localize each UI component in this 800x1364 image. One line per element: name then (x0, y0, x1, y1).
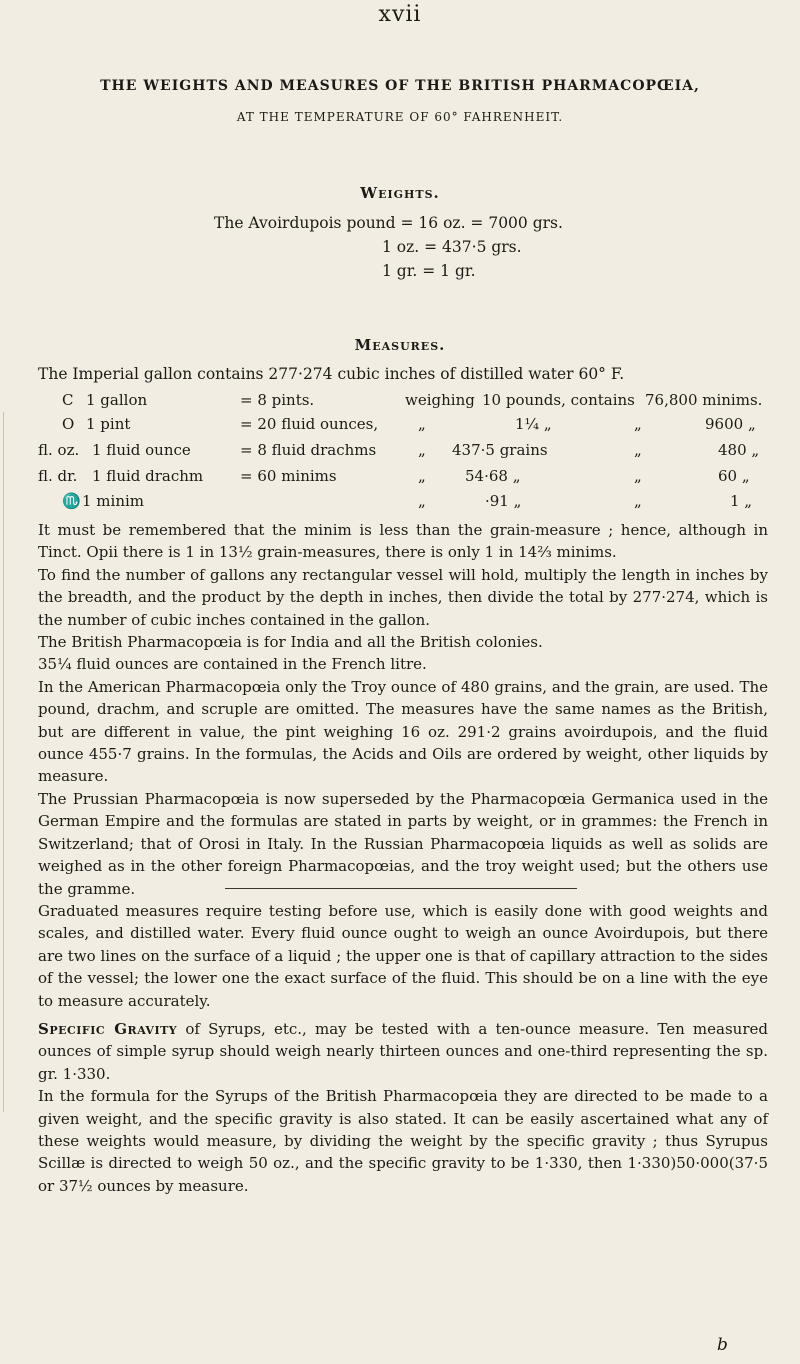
measure-weight: 1¼ „ (515, 415, 552, 433)
measure-ditto: „ (418, 492, 426, 510)
measure-ditto: „ (418, 415, 426, 433)
measure-symbol: O (62, 415, 75, 433)
measure-weight: 437·5 grains (452, 441, 548, 459)
measure-equivalent: = 8 pints. (240, 391, 315, 409)
measure-ditto: „ (418, 467, 426, 485)
measures-intro: The Imperial gallon contains 277·274 cubic inches of distilled water 60° F. (38, 365, 625, 383)
measure-symbol: fl. dr. (38, 467, 78, 485)
measure-minims: 9600 „ (705, 415, 756, 433)
margin-shadow (3, 412, 4, 1112)
measure-minims: 60 „ (718, 467, 750, 485)
weights-line-pound: The Avoirdupois pound = 16 oz. = 7000 grs. (214, 214, 563, 232)
signature-mark: b (717, 1335, 728, 1355)
measure-ditto: „ (634, 415, 642, 433)
specific-gravity-text: of Syrups, etc., may be tested with a ten-ounce measure. Ten measured ounces of simple syrup should weigh nearly thirteen ounces and one-third representing the sp. gr. 1·330. (38, 1020, 768, 1083)
measure-equivalent: = 60 minims (240, 467, 337, 485)
paragraph-litre: 35¼ fluid ounces are contained in the French litre. (38, 655, 427, 674)
measure-minims: 480 „ (718, 441, 760, 459)
paragraph-graduated: Graduated measures require testing before use, which is easily done with good weights and scales, and distilled water. Every fluid ounce ought to weigh an ounce Avoirdupois, but there are two lines on the surface of a liquid ; the upper one is that of capillary attraction to the sides of the vessel; the lower one the exact surface of the fluid. This should be on a line with the eye to measure accurately. (38, 901, 768, 1010)
paragraph-minim: It must be remembered that the minim is less than the grain-measure ; hence, although in Tinct. Opii there is 1 in 13½ grain-measures, there is only 1 in 14⅔ minims. (38, 521, 768, 562)
measure-name: 1 pint (86, 415, 131, 433)
measure-symbol: C (62, 391, 74, 409)
page-subtitle: AT THE TEMPERATURE OF 60° FAHRENHEIT. (236, 110, 564, 124)
measures-heading: Measures. (354, 336, 446, 354)
body-text (38, 519, 768, 1012)
measure-weight: 10 pounds, contains (482, 391, 635, 409)
syrups-paragraph: In the formula for the Syrups of the British Pharmacopœia they are directed to be made to a given weight, and the specific gravity is also stated. It can be easily ascertained what any of these weights would measure, by dividing the weight by the specific gravity ; thus Syrupus Scillæ is directed to weigh 50 oz., and the specific gravity to be 1·330, then 1·330)50·000(37·5 or 37½ ounces by measure. (38, 1087, 768, 1195)
measure-symbol: fl. oz. (38, 441, 80, 459)
measure-minims: 76,800 minims. (645, 391, 763, 409)
measure-symbol: ♏ (62, 492, 81, 510)
weights-line-grain: 1 gr. = 1 gr. (382, 262, 476, 280)
specific-gravity-heading: Specific Gravity (38, 1020, 178, 1038)
measure-name: 1 fluid drachm (92, 467, 204, 485)
measure-name: 1 minim (82, 492, 145, 510)
measure-ditto: „ (634, 492, 642, 510)
measure-weighing: weighing (405, 391, 475, 409)
measure-weight: 54·68 „ (465, 467, 521, 485)
measure-equivalent: = 20 fluid ounces, (240, 415, 379, 433)
weights-heading: Weights. (360, 184, 440, 202)
measure-name: 1 gallon (86, 391, 148, 409)
measure-minims: 1 „ (730, 492, 753, 510)
paragraph-colonies: The British Pharmacopœia is for India and all the British colonies. (38, 633, 543, 652)
measure-weight: ·91 „ (485, 492, 522, 510)
section-divider (225, 888, 577, 889)
paragraph-prussian: The Prussian Pharmacopœia is now superseded by the Pharmacopœia Germanica used in the German Empire and the formulas are stated in parts by weight, or in grammes: the French in Switzerland; that of Orosi in Italy. In the Russian Pharmacopœia liquids as well as solids are weighed as in the other foreign Pharmacopœias, and the troy weight used; but the others use the gramme. (38, 789, 768, 898)
measure-ditto: „ (634, 441, 642, 459)
weights-line-ounce: 1 oz. = 437·5 grs. (382, 238, 522, 256)
specific-gravity-section (38, 1018, 768, 1197)
measure-ditto: „ (634, 467, 642, 485)
paragraph-gallons: To find the number of gallons any rectangular vessel will hold, multiply the length in inches by the breadth, and the product by the depth in inches, then divide the total by 277·274, which is the number of cubic inches contained in the gallon. (38, 565, 768, 629)
specific-gravity-paragraph (38, 1018, 768, 1085)
page-title: THE WEIGHTS AND MEASURES OF THE BRITISH PHARMACOPŒIA, (100, 78, 700, 94)
measure-equivalent: = 8 fluid drachms (240, 441, 377, 459)
paragraph-american: In the American Pharmacopœia only the Troy ounce of 480 grains, and the grain, are used. The pound, drachm, and scruple are omitted. The measures have the same names as the British, but are different in value, the pint weighing 16 oz. 291·2 grains avoirdupois, and the fluid ounce 455·7 grains. In the formulas, the Acids and Oils are ordered by weight, other liquids by measure. (38, 677, 768, 786)
page-number: xvii (378, 2, 422, 27)
measure-name: 1 fluid ounce (92, 441, 191, 459)
measure-ditto: „ (418, 441, 426, 459)
